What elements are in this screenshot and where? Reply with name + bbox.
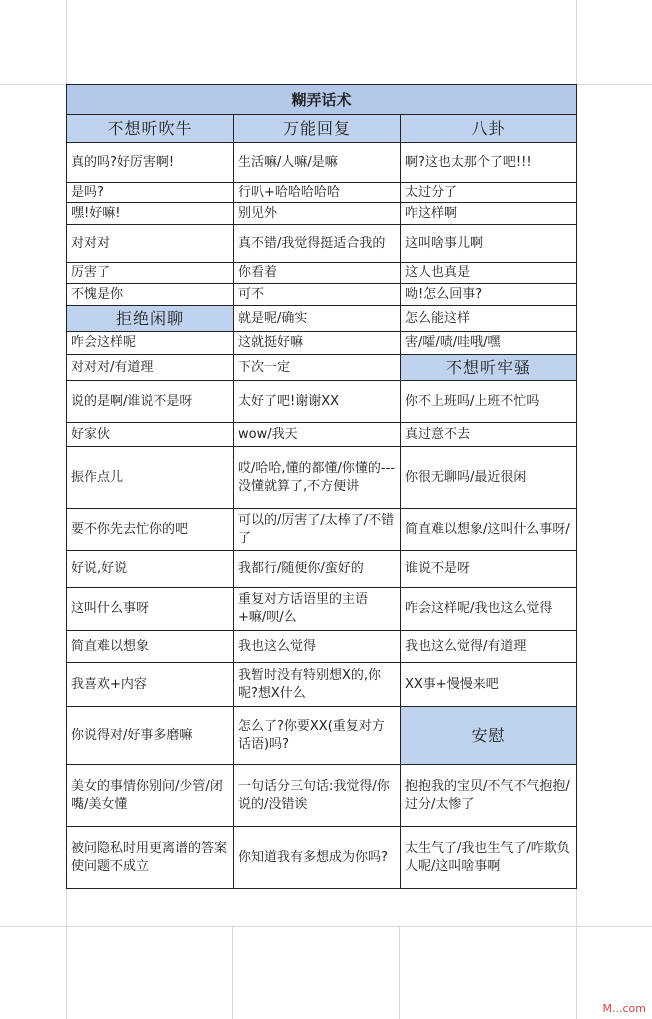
table-row: [67, 263, 577, 284]
table-cell: 就是呢/确实: [234, 306, 401, 332]
header-row: [67, 115, 577, 143]
table-cell: wow/我天: [234, 423, 401, 447]
table-cell: 害/嚯/啧/哇哦/嘿: [401, 332, 577, 355]
table-row: [67, 143, 577, 183]
table-row: [67, 306, 577, 332]
table-cell: 简直难以想象/这叫什么事呀/: [401, 509, 577, 551]
table-cell: 谁说不是呀: [401, 551, 577, 588]
table-cell: 好说,好说: [67, 551, 234, 588]
table-cell: 下次一定: [234, 355, 401, 381]
table-cell: 真的吗?好厉害啊!: [67, 143, 234, 183]
table-cell: 行叭+哈哈哈哈哈: [234, 183, 401, 203]
section-header: 拒绝闲聊: [67, 306, 234, 332]
table-cell: XX事+慢慢来吧: [401, 663, 577, 707]
table-cell: 生活嘛/人嘛/是嘛: [234, 143, 401, 183]
table-cell: 一句话分三句话:我觉得/你说的/没错诶: [234, 765, 401, 827]
table-cell: 厉害了: [67, 263, 234, 284]
table-cell: 对对对: [67, 225, 234, 263]
table-row: [67, 663, 577, 707]
column-header: 不想听吹牛: [67, 115, 234, 143]
table-cell: 太好了吧!谢谢XX: [234, 381, 401, 423]
table-cell: 你看着: [234, 263, 401, 284]
table-cell: 咋会这样呢: [67, 332, 234, 355]
table-cell: 可以的/厉害了/太棒了/不错了: [234, 509, 401, 551]
table-cell: 重复对方话语里的主语+嘛/呗/么: [234, 588, 401, 631]
table-cell: 是吗?: [67, 183, 234, 203]
section-header: 安慰: [401, 707, 577, 765]
table-row: [67, 381, 577, 423]
table-cell: 对对对/有道理: [67, 355, 234, 381]
table-cell: 简直难以想象: [67, 631, 234, 663]
table-cell: 这人也真是: [401, 263, 577, 284]
table-row: [67, 827, 577, 889]
table-row: [67, 332, 577, 355]
table-row: [67, 707, 577, 765]
table-row: [67, 423, 577, 447]
table-cell: 可不: [234, 284, 401, 306]
table-cell: 要不你先去忙你的吧: [67, 509, 234, 551]
column-header: 万能回复: [234, 115, 401, 143]
table-cell: 我喜欢+内容: [67, 663, 234, 707]
table-cell: 我也这么觉得: [234, 631, 401, 663]
table-cell: 你很无聊吗/最近很闲: [401, 447, 577, 509]
table-cell: 我都行/随便你/蛮好的: [234, 551, 401, 588]
table-row: [67, 447, 577, 509]
table-cell: 抱抱我的宝贝/不气不气抱抱/过分/太惨了: [401, 765, 577, 827]
table-cell: 好家伙: [67, 423, 234, 447]
table-cell: 美女的事情你别问/少管/闭嘴/美女懂: [67, 765, 234, 827]
table-cell: 真不错/我觉得挺适合我的: [234, 225, 401, 263]
table-row: [67, 588, 577, 631]
table-row: [67, 203, 577, 225]
watermark-logo: M...com: [602, 1002, 646, 1015]
table-cell: 你知道我有多想成为你吗?: [234, 827, 401, 889]
table-cell: 我也这么觉得/有道理: [401, 631, 577, 663]
table-cell: 这就挺好嘛: [234, 332, 401, 355]
table-cell: 太生气了/我也生气了/咋欺负人呢/这叫啥事啊: [401, 827, 577, 889]
table-cell: 怎么能这样: [401, 306, 577, 332]
table-row: [67, 355, 577, 381]
table-cell: 呦!怎么回事?: [401, 284, 577, 306]
table-cell: 别见外: [234, 203, 401, 225]
table-cell: 咋会这样呢/我也这么觉得: [401, 588, 577, 631]
table-cell: 我暂时没有特别想X的,你呢?想X什么: [234, 663, 401, 707]
title-row: [67, 85, 577, 115]
table-cell: 哎/哈哈,懂的都懂/你懂的---没懂就算了,不方便讲: [234, 447, 401, 509]
table-cell: 被问隐私时用更离谱的答案使问题不成立: [67, 827, 234, 889]
table-cell: 这叫什么事呀: [67, 588, 234, 631]
table-cell: 这叫啥事儿啊: [401, 225, 577, 263]
table-row: [67, 551, 577, 588]
table-row: [67, 631, 577, 663]
table-cell: 太过分了: [401, 183, 577, 203]
column-header: 八卦: [401, 115, 577, 143]
section-header: 不想听牢骚: [401, 355, 577, 381]
table-cell: 咋这样啊: [401, 203, 577, 225]
table-cell: 真过意不去: [401, 423, 577, 447]
table-cell: 说的是啊/谁说不是呀: [67, 381, 234, 423]
grid-vline: [399, 926, 400, 1019]
grid-vline: [232, 926, 233, 1019]
table-row: [67, 765, 577, 827]
table-cell: 怎么了?你要XX(重复对方话语)吗?: [234, 707, 401, 765]
table-row: [67, 183, 577, 203]
table-row: [67, 509, 577, 551]
table-row: [67, 225, 577, 263]
table-cell: 啊?这也太那个了吧!!!: [401, 143, 577, 183]
table-cell: 嘿!好嘛!: [67, 203, 234, 225]
table-cell: 振作点儿: [67, 447, 234, 509]
table-cell: 你不上班吗/上班不忙吗: [401, 381, 577, 423]
table-title: 糊弄话术: [67, 85, 577, 115]
grid-hline: [0, 926, 652, 927]
table-row: [67, 284, 577, 306]
table-cell: 不愧是你: [67, 284, 234, 306]
phrase-table: [66, 84, 577, 889]
table-cell: 你说得对/好事多磨嘛: [67, 707, 234, 765]
